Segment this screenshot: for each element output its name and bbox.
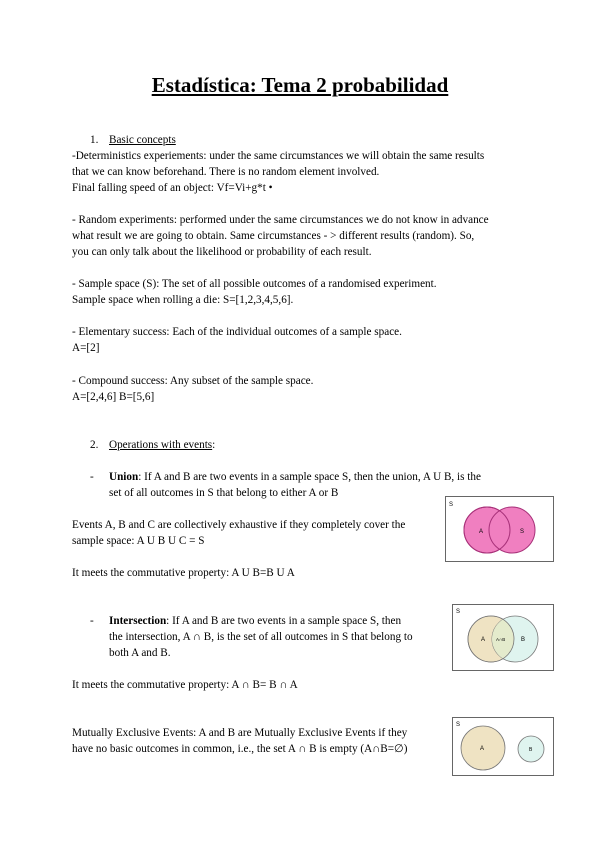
union-b-label: S <box>520 529 525 535</box>
page-title: Estadística: Tema 2 probabilidad <box>151 73 449 97</box>
random-line-3: you can only talk about the likelihood or probability of each result. <box>72 246 372 258</box>
intersection-b-label: B <box>521 637 526 643</box>
deterministic-example: Final falling speed of an object: Vf=Vi+g*t • <box>72 182 273 194</box>
intersection-term: Intersection <box>109 615 167 627</box>
section-2-number: 2. <box>90 439 99 451</box>
intersection-line-1 <box>109 613 401 629</box>
intersection-line-3: both A and B. <box>109 647 171 659</box>
sample-space-line-2: Sample space when rolling a die: S=[1,2,3,4,5,6]. <box>72 294 294 306</box>
intersection-venn-svg <box>453 605 553 670</box>
sample-space-line-1: - Sample space (S): The set of all possible outcomes of a randomised experiment. <box>72 278 437 290</box>
exhaustive-line-2: sample space: A U B U C = S <box>72 535 205 547</box>
section-2-heading: Operations with events <box>109 439 213 451</box>
compound-line-2: A=[2,4,6] B=[5,6] <box>72 391 155 403</box>
elementary-line-2: A=[2] <box>72 342 100 354</box>
section-2-heading-suffix: : <box>212 439 216 451</box>
intersection-line-1-rest: : If A and B are two events in a sample space S, then <box>166 615 402 627</box>
exclusive-b-label: B <box>529 747 533 753</box>
intersection-line-2: the intersection, A ∩ B, is the set of all outcomes in S that belong to <box>109 631 413 643</box>
intersection-venn-diagram <box>452 604 554 671</box>
exclusive-space-label: S <box>456 722 461 728</box>
exclusive-venn-svg <box>453 718 553 775</box>
union-space-label: S <box>449 502 454 508</box>
random-line-2: what result we are going to obtain. Same circumstances - > different results (random). So, <box>72 230 475 242</box>
union-line-2: set of all outcomes in S that belong to either A or B <box>109 487 339 499</box>
section-1-heading: Basic concepts <box>109 134 176 146</box>
compound-line-1: - Compound success: Any subset of the sample space. <box>72 375 314 387</box>
deterministic-line-1: -Deterministics experiements: under the same circumstances we will obtain the same results <box>72 150 485 162</box>
exclusive-venn-diagram <box>452 717 554 776</box>
intersection-commutative: It meets the commutative property: A ∩ B= B ∩ A <box>72 679 298 691</box>
intersection-space-label: S <box>456 609 461 615</box>
union-commutative: It meets the commutative property: A U B=B U A <box>72 567 295 579</box>
intersection-overlap-label: A∩B <box>496 637 506 642</box>
random-line-1: - Random experiments: performed under the same circumstances we do not know in advance <box>72 214 489 226</box>
exclusive-a-label: A <box>480 746 485 752</box>
union-line-1-rest: : If A and B are two events in a sample space S, then the union, A U B, is the <box>138 471 481 483</box>
exclusive-line-2: have no basic outcomes in common, i.e., the set A ∩ B is empty (A∩B=∅) <box>72 743 408 755</box>
intersection-bullet: - <box>90 615 94 627</box>
elementary-line-1: - Elementary success: Each of the individual outcomes of a sample space. <box>72 326 402 338</box>
union-term: Union <box>109 471 139 483</box>
exclusive-line-1: Mutually Exclusive Events: A and B are Mutually Exclusive Events if they <box>72 727 408 739</box>
section-1-number: 1. <box>90 134 99 146</box>
union-venn-svg <box>446 497 553 561</box>
exhaustive-line-1: Events A, B and C are collectively exhaustive if they completely cover the <box>72 519 406 531</box>
union-circle-b <box>489 507 535 553</box>
union-a-label: A <box>479 529 484 535</box>
intersection-a-label: A <box>481 637 486 643</box>
union-bullet: - <box>90 471 94 483</box>
deterministic-line-2: that we can know beforehand. There is no random element involved. <box>72 166 380 178</box>
union-venn-diagram <box>445 496 554 562</box>
union-line-1 <box>109 469 481 485</box>
section-2-heading-wrap <box>109 437 215 453</box>
